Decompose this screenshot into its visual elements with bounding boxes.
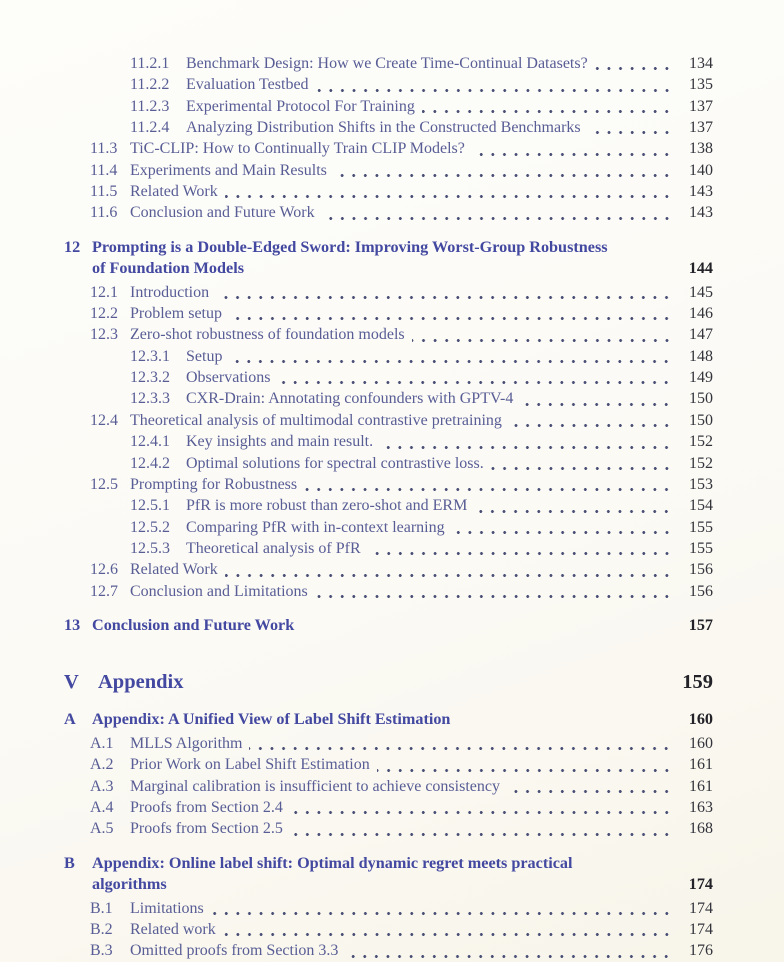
entry-number: 11.2.3 [130,97,170,115]
entry-title-line: Benchmark Design: How we Create Time-Continual Datasets? [186,55,588,72]
toc-entry-12-3-1[interactable] [64,346,713,367]
entry-title-line: Prior Work on Label Shift Estimation [130,756,370,774]
dot-leader [211,911,676,916]
dot-leader [290,810,676,815]
toc-entry-12-7[interactable] [64,581,713,602]
toc-entry-a-1[interactable] [64,733,713,754]
entry-title [130,138,465,159]
entry-number: 12.5 [90,475,118,493]
entry-number: 11.4 [90,161,118,179]
entry-title-line: Key insights and main result. [186,433,374,451]
entry-number: 12.1 [90,283,118,301]
entry-title [130,919,216,940]
entry-title [130,181,218,202]
entry-number: 11.6 [90,204,118,222]
entry-title-line: Appendix: A Unified View of Label Shift Estimation [92,710,451,729]
entry-title-line: Experimental Protocol For Training [186,97,415,115]
entry-number: 12.6 [90,561,118,579]
dot-leader [520,402,676,407]
entry-title-line: Comparing PfR with in-context learning [186,518,445,536]
entry-number: A.5 [90,820,114,838]
toc-entry-a[interactable] [64,709,713,731]
entry-title [130,282,209,303]
entry-number: 12.5.3 [130,539,170,557]
entry-page-number: 157 [688,615,713,634]
entry-title-line: Conclusion and Future Work [130,204,315,222]
dot-leader [315,594,676,599]
entry-title-line: MLLS Algorithm [130,734,243,752]
entry-title-line: Appendix: Online label shift: Optimal dynamic regret meets practical [92,853,573,872]
entry-title [92,237,679,280]
dot-leader [474,509,676,514]
entry-title [130,160,327,181]
toc-entry-12-3[interactable] [64,324,713,345]
entry-title-line: Conclusion and Future Work [92,615,295,634]
toc-entry-11-5[interactable] [64,181,713,202]
toc-entry-v[interactable] [64,668,713,696]
entry-title [130,303,222,324]
entry-title-line: Problem setup [130,305,222,323]
entry-title [186,346,222,367]
entry-number: B.1 [90,899,113,917]
entry-page-number: 156 [689,582,713,600]
entry-title [92,615,487,637]
dot-leader [507,789,676,794]
dot-leader [334,173,676,178]
entry-title-line: Prompting for Robustness [130,475,298,493]
entry-number: A [64,710,76,729]
dot-leader [225,573,676,578]
dot-leader [595,66,676,71]
toc-entry-12-5-1[interactable] [64,495,713,516]
entry-title [130,559,218,580]
entry-page-number: 163 [689,798,713,816]
entry-number: 12.3.3 [130,390,170,408]
entry-page-number: 156 [689,561,713,579]
entry-title-line: Experiments and Main Results [130,161,327,179]
entry-number: 12.3 [90,326,118,344]
entry-page-number: 137 [689,97,713,115]
entry-number: 12.4.1 [130,433,170,451]
toc-entry-13[interactable] [64,615,713,637]
entry-title [130,797,283,818]
entry-title-line: Conclusion and Limitations [130,582,308,600]
entry-title-line: Appendix [98,671,184,694]
entry-number: 12.5.1 [130,497,170,515]
entry-title-line: Observations [186,369,271,387]
entry-page-number: 152 [689,454,713,472]
dot-leader [452,530,676,535]
toc-entry-a-3[interactable] [64,776,713,797]
entry-title [130,474,297,495]
entry-title [186,96,415,117]
entry-page-number: 143 [689,204,713,222]
entry-title-line: Related Work [130,183,218,201]
entry-title-line: algorithms [92,875,167,894]
entry-number: 12.7 [90,582,118,600]
dot-leader [304,487,676,492]
dot-leader [412,338,676,343]
entry-title [130,733,242,754]
entry-title [92,709,565,731]
entry-title [186,53,588,74]
entry-title-line: Introduction [130,283,210,301]
entry-page-number: 146 [689,305,713,323]
entry-number: V [64,671,79,694]
entry-title [186,453,484,474]
entry-page-number: 140 [689,161,713,179]
toc-entry-11-2-3[interactable] [64,96,713,117]
entry-page-number: 134 [689,55,713,72]
entry-number: A.2 [90,756,114,774]
entry-page-number: 161 [689,756,713,774]
entry-number: A.4 [90,798,114,816]
entry-title [98,668,431,696]
entry-page-number: 174 [689,920,713,938]
entry-title-line: Omitted proofs from Section 3.3 [130,942,339,960]
dot-leader [491,466,676,471]
entry-page-number: 155 [689,539,713,557]
entry-page-number: 152 [689,433,713,451]
entry-page-number: 148 [689,347,713,365]
entry-title [130,754,370,775]
entry-title [130,581,308,602]
entry-title [130,324,405,345]
entry-number: 11.3 [90,140,118,158]
entry-title-line: Theoretical analysis of multimodal contrastive pretraining [130,411,502,429]
toc-entry-b[interactable] [64,853,713,896]
toc-entry-12-2[interactable] [64,303,713,324]
entry-number: 12.3.1 [130,347,170,365]
entry-number: 12.5.2 [130,518,170,536]
entry-title-line: CXR-Drain: Annotating confounders with GPTV-4 [186,390,514,408]
entry-page-number: 137 [689,119,713,137]
entry-title [130,776,500,797]
dot-leader [588,130,676,135]
entry-page-number: 135 [689,76,713,94]
entry-title-line: Proofs from Section 2.5 [130,820,283,838]
entry-number: 12.4.2 [130,454,170,472]
toc-list [64,53,713,962]
entry-title [186,388,513,409]
entry-title [186,431,373,452]
entry-number: 13 [64,615,81,634]
entry-title-line: TiC-CLIP: How to Continually Train CLIP Models? [130,140,465,158]
toc-entry-12-5-3[interactable] [64,538,713,559]
entry-page-number: 143 [689,183,713,201]
entry-title-line: PfR is more robust than zero-shot and ERM [186,497,468,515]
dot-leader [345,954,676,959]
toc-entry-a-5[interactable] [64,818,713,839]
entry-title [186,495,467,516]
dot-leader [509,423,676,428]
dot-leader [322,216,676,221]
dot-leader [316,88,676,93]
entry-title-line: Marginal calibration is insufficient to achieve consistency [130,777,500,795]
entry-title-line: Related work [130,920,216,938]
entry-page-number: 153 [689,475,713,493]
entry-page-number: 147 [689,326,713,344]
entry-page-number: 150 [689,390,713,408]
entry-title [186,517,445,538]
entry-title-line: Theoretical analysis of PfR [186,539,361,557]
toc-entry-12-6[interactable] [64,559,713,580]
entry-number: 11.2.4 [130,119,170,137]
entry-number: B [64,853,75,872]
entry-number: 11.2.2 [130,76,170,94]
entry-title-line: Proofs from Section 2.4 [130,798,283,816]
entry-page-number: 154 [689,497,713,515]
toc-entry-a-2[interactable] [64,754,713,775]
dot-leader [290,832,676,837]
entry-title [130,202,315,223]
dot-leader [216,295,676,300]
toc-entry-b-2[interactable] [64,919,713,940]
entry-number: A.3 [90,777,114,795]
entry-title [92,853,679,896]
toc-entry-12-3-3[interactable] [64,388,713,409]
toc-entry-11-4[interactable] [64,160,713,181]
toc-entry-12-5-2[interactable] [64,517,713,538]
entry-number: 12.4 [90,411,118,429]
toc-entry-12-1[interactable] [64,282,713,303]
entry-page-number: 150 [689,411,713,429]
dot-leader [229,359,676,364]
entry-title-line: Setup [186,347,223,365]
entry-page-number: 174 [689,899,713,917]
entry-number: 12.2 [90,305,118,323]
toc-entry-11-2-2[interactable] [64,74,713,95]
dot-leader [225,194,676,199]
toc-entry-11-2-1[interactable] [64,53,713,74]
dot-leader [377,768,676,773]
toc-entry-12-4-2[interactable] [64,453,713,474]
dot-leader [223,932,676,937]
entry-title [130,410,502,431]
entry-number: A.1 [90,734,114,752]
entry-page-number: 160 [688,710,713,729]
dot-leader [368,551,676,556]
entry-page-number: 159 [682,671,713,694]
toc-entry-11-2-4[interactable] [64,117,713,138]
toc-entry-11-3[interactable] [64,138,713,159]
entry-page-number: 160 [689,734,713,752]
dot-leader [249,746,676,751]
entry-title [130,898,204,919]
entry-title [186,367,270,388]
dot-leader [472,152,676,157]
dot-leader [422,109,676,114]
dot-leader [277,380,676,385]
entry-title-line: of Foundation Models [92,259,245,278]
entry-page-number: 174 [688,875,713,894]
entry-page-number: 176 [689,942,713,960]
entry-title-line: Limitations [130,899,204,917]
entry-page-number: 138 [689,140,713,158]
toc-entry-11-6[interactable] [64,202,713,223]
entry-number: 11.5 [90,183,118,201]
entry-number: 12.3.2 [130,369,170,387]
dot-leader [229,316,676,321]
entry-page-number: 144 [688,259,713,278]
toc-entry-b-1[interactable] [64,898,713,919]
entry-page-number: 155 [689,518,713,536]
toc-entry-12-4-1[interactable] [64,431,713,452]
entry-title-line: Optimal solutions for spectral contrastive loss. [186,454,484,472]
entry-page-number: 168 [689,820,713,838]
entry-title [186,538,361,559]
toc-entry-b-3[interactable] [64,940,713,961]
entry-title-line: Zero-shot robustness of foundation models [130,326,405,344]
entry-title [130,940,338,961]
entry-title-line: Related Work [130,561,218,579]
entry-number: 12 [64,237,81,256]
toc-entry-12-3-2[interactable] [64,367,713,388]
entry-page-number: 149 [689,369,713,387]
entry-number: B.3 [90,942,113,960]
toc-entry-12-5[interactable] [64,474,713,495]
entry-title-line: Prompting is a Double-Edged Sword: Improving Worst-Group Robustness [92,237,608,256]
entry-number: 11.2.1 [130,55,170,72]
entry-title [186,74,309,95]
toc-entry-a-4[interactable] [64,797,713,818]
entry-title-line: Evaluation Testbed [186,76,309,94]
entry-page-number: 161 [689,777,713,795]
toc-entry-12[interactable] [64,237,713,280]
entry-title-line: Analyzing Distribution Shifts in the Constructed Benchmarks [186,119,581,137]
dot-leader [380,445,676,450]
entry-title [186,117,581,138]
entry-page-number: 145 [689,283,713,301]
entry-number: B.2 [90,920,113,938]
toc-entry-12-4[interactable] [64,410,713,431]
entry-title [130,818,283,839]
